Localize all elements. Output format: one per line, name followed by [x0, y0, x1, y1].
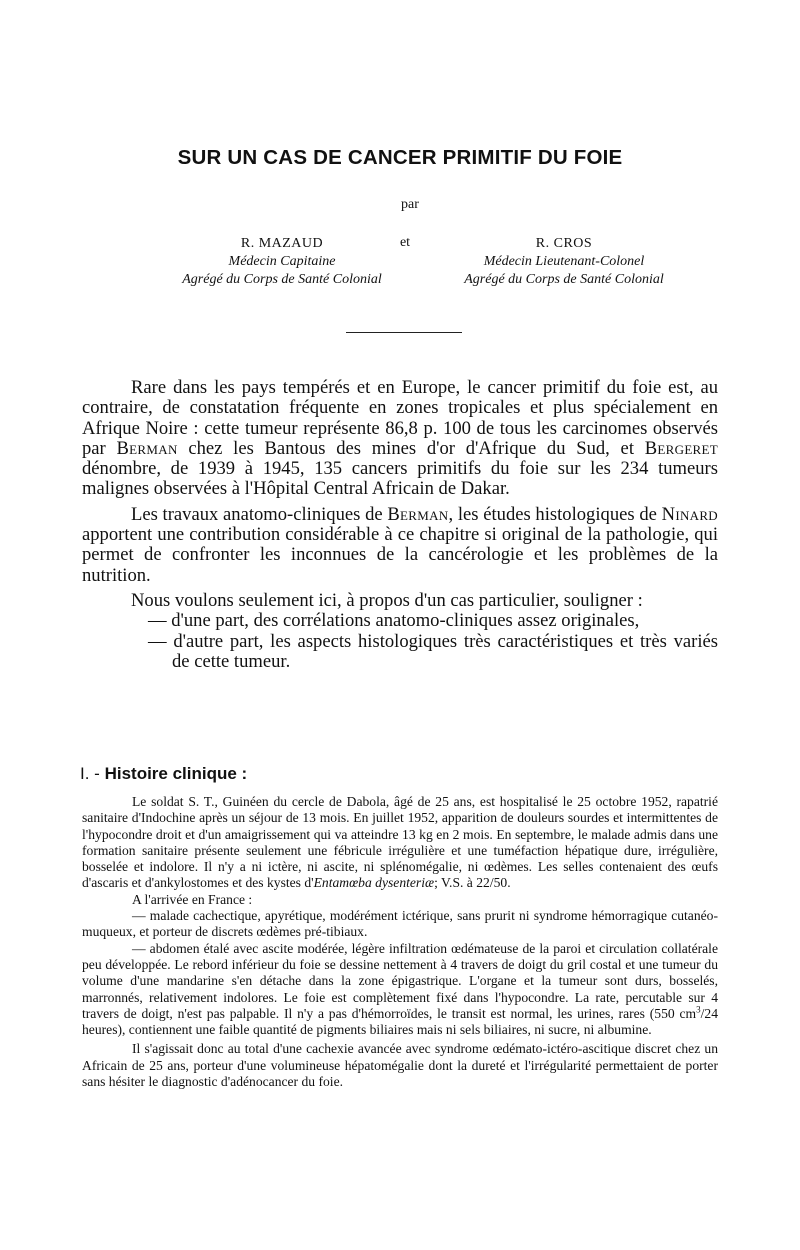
section-title: Histoire clinique : — [104, 764, 248, 783]
author-rank: Médecin Capitaine — [228, 254, 336, 269]
text-run: dénombre, de 1939 à 1945, 135 cancers primitifs du foie sur les 234 tumeurs malignes observées à l'Hôpital Central Africain de Dakar. — [82, 458, 718, 500]
author-left — [168, 235, 396, 289]
and-label: et — [399, 235, 411, 250]
by-label: par — [401, 197, 419, 212]
introduction — [82, 378, 718, 672]
text-run: apportent une contribution considérable à ce chapitre si original de la pathologie, qui permet de confronter les inconnues de la cancérologie et les problèmes de la nutrition. — [82, 524, 718, 586]
text-run: /24 heures), contiennent une faible quantité de pigments biliaires mais ni sels biliaires, ni sucre, ni albumine. — [82, 1005, 718, 1038]
text-run: , les études histologiques de — [448, 503, 662, 525]
clinic-paragraph-1 — [82, 794, 718, 892]
text-run: Le soldat S. T., Guinéen du cercle de Dabola, âgé de 25 ans, est hospitalisé le 25 octobre 1952, rapatrié sanitaire d'Indochine après un séjour de 13 mois. En juillet 1952, apparition de douleurs sourdes et intermittentes de l'hypocondre droit et d'un amaigrissement qui va atteindre 13 kg en 2 mois. En septembre, le malade admis dans une formation sanitaire présente seulement une fébricule irrégulière et une tuméfaction hépatique dure, irrégulière, bosselée et indolore. Il n'y a ni ictère, ni ascite, ni splénomégalie, ni œdèmes. Les selles contenaient des œufs d'ascaris et d'ankylostomes et des kystes d' — [82, 794, 718, 891]
author-rank: Médecin Lieutenant-Colonel — [483, 254, 645, 269]
author-right — [433, 235, 695, 289]
clinic-paragraph-2: A l'arrivée en France : — [132, 891, 253, 907]
list-item: — d'une part, des corrélations anatomo-cliniques assez originales, — [148, 610, 640, 632]
text-run: Les travaux anatomo-cliniques de — [131, 503, 388, 525]
species-name: Entamœba dysenteriæ — [313, 875, 435, 891]
clinic-paragraph-3: Il s'agissait donc au total d'une cachexie avancée avec syndrome œdémato-ictéro-ascitique discret chez un Africain de 25 ans, porteur d'une volumineuse hépatomégalie dont la dureté et l'irrégularité permettaient de porter sans hésiter le diagnostic d'adénocancer du foie. — [82, 1041, 718, 1090]
intro-paragraph-2 — [82, 505, 718, 586]
list-item: — d'autre part, les aspects histologiques très caractéristiques et très variés de cette tumeur. — [148, 630, 718, 672]
article-title: SUR UN CAS DE CANCER PRIMITIF DU FOIE — [177, 146, 623, 169]
author-citation: Berman — [387, 503, 449, 525]
intro-paragraph-1 — [82, 378, 718, 500]
intro-paragraph-3: Nous voulons seulement ici, à propos d'un cas particulier, souligner : — [131, 589, 643, 611]
section-heading — [80, 764, 247, 784]
author-name: R. MAZAUD — [240, 236, 324, 251]
author-name: R. CROS — [535, 236, 593, 251]
author-citation: Bergeret — [644, 437, 719, 459]
section-number: I. - — [80, 764, 100, 783]
author-citation: Ninard — [661, 503, 718, 525]
text-run: Rare dans les pays tempérés et en Europe, le cancer primitif du foie est, au contraire, de constatation fréquente en zones tropicales et plus spécialement en Afrique Noire : cette tumeur représente 86,8 p. 100 de tous les carcinomes observés par — [82, 377, 718, 459]
text-run: ; V.S. à 22/50. — [434, 875, 511, 891]
author-affiliation: Agrégé du Corps de Santé Colonial — [182, 272, 382, 287]
text-run: — abdomen étalé avec ascite modérée, légère infiltration œdémateuse de la paroi et circulation collatérale peu développée. Le rebord inférieur du foie se dessine nettement à 4 travers de doigt du gril costal et une tumeur du volume d'une mandarine s'en détache dans la zone épigastrique. L'organe et la tumeur sont durs, bosselés, marronnés, relativement indolores. Le foie est complètement fixé dans l'hypocondre. La rate, percutable sur 4 travers de doigt, n'est pas palpable. Il n'y a pas d'hémorroïdes, le transit est normal, les urines, rares (550 cm — [82, 940, 718, 1021]
superscript: 3 — [696, 1004, 701, 1015]
clinic-dash-item-2 — [82, 941, 718, 1039]
author-citation: Berman — [116, 437, 178, 459]
clinic-dash-item-1: — malade cachectique, apyrétique, modérément ictérique, sans prurit ni syndrome hémorragique cutanéo-muqueux, et porteur de discrets œdèmes pré-tibiaux. — [82, 908, 718, 940]
separator-rule — [346, 332, 462, 333]
author-affiliation: Agrégé du Corps de Santé Colonial — [464, 272, 664, 287]
text-run: chez les Bantous des mines d'or d'Afrique du Sud, et — [177, 437, 645, 459]
clinical-history — [82, 794, 718, 1090]
